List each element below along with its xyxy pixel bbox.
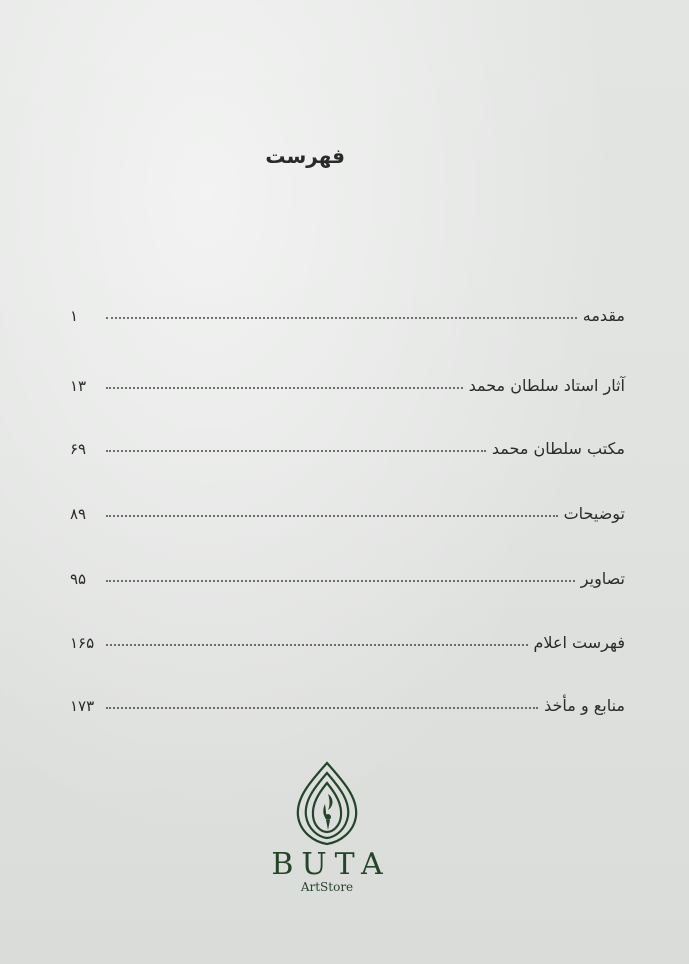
toc-entry-images[interactable]: [70, 558, 625, 588]
toc-entry-label: آثار استاد سلطان محمد: [468, 376, 625, 395]
toc-entry-page: ۱۶۵: [70, 634, 95, 652]
toc-entry-page: ۹۵: [70, 570, 87, 588]
toc-entry-page: ۱۳: [70, 377, 87, 395]
dot-leader: [106, 450, 486, 452]
page-title-text: فهرست: [265, 144, 345, 168]
buta-logo: [262, 760, 392, 900]
toc-entry-page: ۱: [70, 307, 79, 325]
toc-entry-label: منابع و مأخذ: [544, 696, 625, 715]
dot-leader: [106, 580, 575, 582]
toc-entry-page: ۸۹: [70, 505, 87, 523]
dot-leader: [106, 707, 538, 709]
buta-leaf-icon: [292, 760, 362, 846]
toc-entry-sources[interactable]: [70, 685, 625, 715]
page-title: [0, 144, 620, 168]
toc-entry-label: تصاویر: [580, 569, 625, 588]
dot-leader: [106, 515, 558, 517]
toc-entry-index[interactable]: [70, 622, 625, 652]
toc-entry-label: فهرست اعلام: [533, 633, 625, 652]
toc-entry-label: مکتب سلطان محمد: [491, 439, 625, 458]
toc-entry-notes[interactable]: [70, 493, 625, 523]
brand-name: BUTA: [271, 847, 391, 882]
toc-entry-works[interactable]: [70, 365, 625, 395]
toc-entry-label: توضیحات: [563, 504, 625, 523]
toc-entry-school[interactable]: [70, 428, 625, 458]
dot-leader: [106, 644, 528, 646]
brand-subtitle: ArtStore: [300, 880, 354, 894]
dot-leader: [106, 387, 463, 389]
toc-entry-label: مقدمه: [582, 306, 625, 325]
toc-entry-page: ۶۹: [70, 440, 87, 458]
dot-leader: [106, 317, 577, 319]
toc-entry-page: ۱۷۳: [70, 697, 95, 715]
toc-entry-introduction[interactable]: [70, 295, 625, 325]
